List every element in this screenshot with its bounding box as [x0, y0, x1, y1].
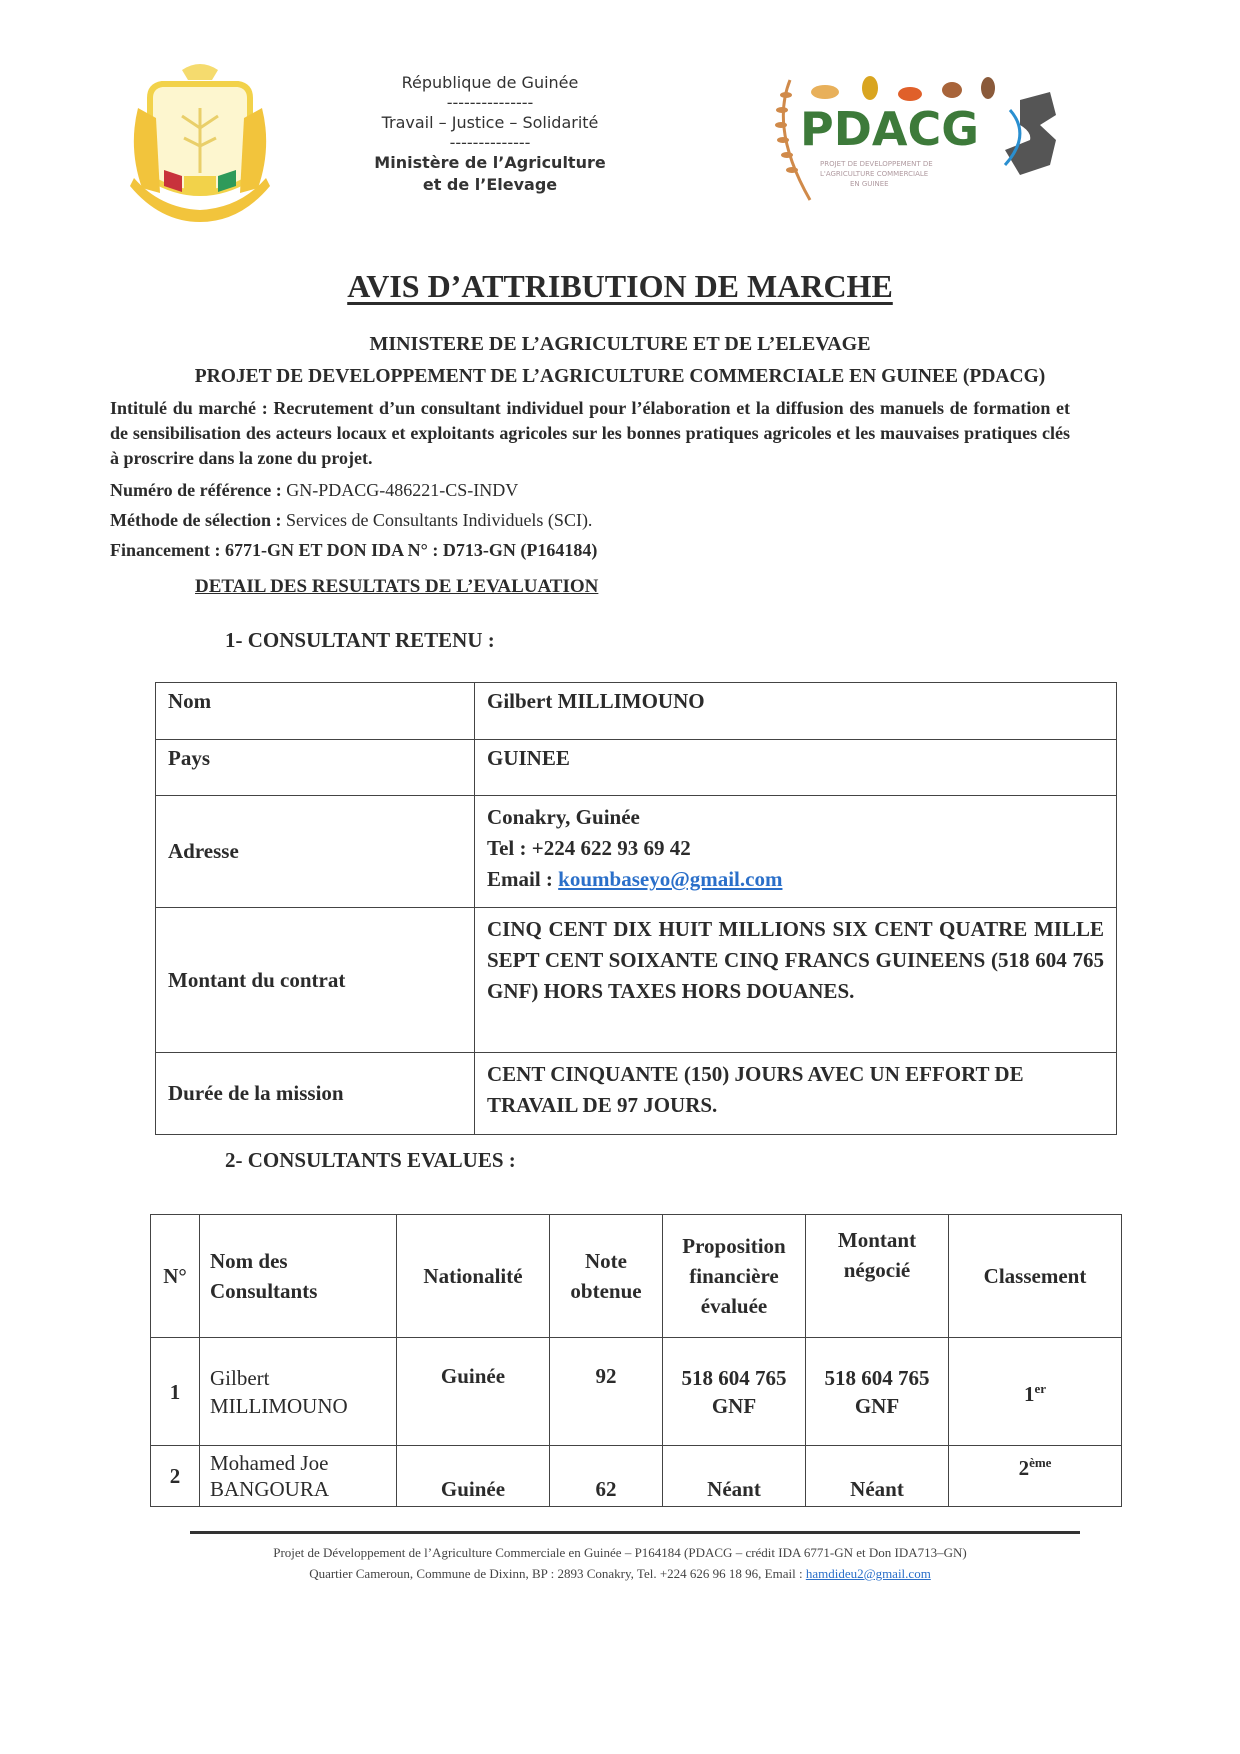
table-header-row: [151, 1215, 1122, 1338]
nom-label: Nom: [156, 683, 475, 740]
score: 62: [550, 1446, 663, 1507]
col-header-financial-proposal: Proposition financière évaluée: [663, 1215, 806, 1338]
footer-divider: [190, 1531, 1080, 1534]
svg-text:EN GUINEE: EN GUINEE: [850, 180, 889, 188]
header-block: [330, 70, 650, 198]
adresse-email-line: [487, 864, 1104, 895]
national-motto: Travail – Justice – Solidarité: [381, 113, 599, 132]
methode-line: [110, 508, 1070, 533]
page-title: AVIS D’ATTRIBUTION DE MARCHE: [347, 268, 893, 304]
table-row: [151, 1446, 1122, 1507]
separator: --------------: [449, 133, 531, 152]
svg-text:L'AGRICULTURE COMMERCIALE: L'AGRICULTURE COMMERCIALE: [820, 170, 929, 178]
ministry-line-1: Ministère de l’Agriculture: [374, 153, 606, 172]
negotiated-amount: Néant: [806, 1446, 949, 1507]
table-row: [156, 740, 1117, 796]
ministry-line-2: et de l’Elevage: [422, 175, 558, 194]
table-row: [156, 796, 1117, 908]
financement-line: [110, 538, 1070, 563]
footer-line-1: Projet de Développement de l’Agriculture Commerciale en Guinée – P164184 (PDACG – crédit IDA 6771-GN et Don IDA713–GN): [273, 1545, 967, 1560]
separator: ---------------: [446, 93, 534, 112]
ranking-number: 2: [1018, 1456, 1030, 1480]
col-header-number: N°: [151, 1215, 200, 1338]
email-label: Email :: [487, 867, 559, 891]
col-header-negotiated-amount: Montant négocié: [806, 1215, 949, 1338]
ranking-suffix: ème: [1029, 1455, 1052, 1470]
adresse-tel: Tel : +224 622 93 69 42: [487, 836, 691, 860]
footer-line-2: [150, 1563, 1090, 1584]
svg-text:PROJET DE DEVELOPPEMENT DE: PROJET DE DEVELOPPEMENT DE: [820, 160, 933, 168]
methode-label: Méthode de sélection :: [110, 510, 282, 530]
guinea-coat-of-arms-logo: [120, 58, 280, 223]
reference-value: GN-PDACG-486221-CS-INDV: [286, 480, 519, 500]
nationality: Guinée: [397, 1446, 550, 1507]
nationality: Guinée: [397, 1338, 550, 1446]
ministry-heading: MINISTERE DE L’AGRICULTURE ET DE L’ELEVAGE: [369, 333, 871, 355]
montant-label: Montant du contrat: [156, 908, 475, 1053]
detail-heading: DETAIL DES RESULTATS DE L’EVALUATION: [195, 576, 599, 597]
consultant-name: Mohamed Joe BANGOURA: [200, 1446, 397, 1507]
col-header-nationality: Nationalité: [397, 1215, 550, 1338]
consultant-name: Gilbert MILLIMOUNO: [200, 1338, 397, 1446]
row-number: 1: [151, 1338, 200, 1446]
duree-label: Durée de la mission: [156, 1053, 475, 1135]
section-2-heading: 2- CONSULTANTS EVALUES :: [225, 1148, 516, 1172]
adresse-value: [475, 796, 1117, 908]
retained-consultant-table: [155, 682, 1117, 1135]
pays-label: Pays: [156, 740, 475, 796]
financial-proposal: 518 604 765 GNF: [663, 1338, 806, 1446]
adresse-city: Conakry, Guinée: [487, 805, 640, 829]
intitule-value: Recrutement d’un consultant individuel pour l’élaboration et la diffusion des manuels de formation et de sensibilisation des acteurs locaux et exploitants agricoles sur les bonnes pratiques agricoles et les mauvaises pratiques clés à proscrire dans la zone du projet.: [110, 398, 1071, 468]
table-row: [156, 1053, 1117, 1135]
col-header-score: Note obtenue: [550, 1215, 663, 1338]
financement-value: 6771-GN ET DON IDA N° : D713-GN (P164184): [224, 540, 598, 560]
reference-label: Numéro de référence :: [110, 480, 282, 500]
reference-line: [110, 478, 1070, 503]
footer-email-link[interactable]: hamdideu2@gmail.com: [805, 1566, 931, 1581]
adresse-label: Adresse: [156, 796, 475, 908]
col-header-name: Nom des Consultants: [200, 1215, 397, 1338]
section-1-heading: 1- CONSULTANT RETENU :: [225, 628, 495, 652]
nom-value: Gilbert MILLIMOUNO: [475, 683, 1117, 740]
footer-address: Quartier Cameroun, Commune de Dixinn, BP : 2893 Conakry, Tel. +224 626 96 18 96, Email :: [309, 1566, 806, 1581]
financial-proposal: Néant: [663, 1446, 806, 1507]
col-header-ranking: Classement: [949, 1215, 1122, 1338]
row-number: 2: [151, 1446, 200, 1507]
score: 92: [550, 1338, 663, 1446]
pdacg-logo: [770, 70, 1070, 210]
footer: [150, 1542, 1090, 1584]
ranking: [949, 1446, 1122, 1507]
negotiated-amount: 518 604 765 GNF: [806, 1338, 949, 1446]
table-row: [156, 908, 1117, 1053]
montant-value: CINQ CENT DIX HUIT MILLIONS SIX CENT QUATRE MILLE SEPT CENT SOIXANTE CINQ FRANCS GUINEENS (518 604 765 GNF) HORS TAXES HORS DOUANES.: [475, 908, 1117, 1053]
intitule-paragraph: [110, 396, 1070, 471]
ranking: [949, 1338, 1122, 1446]
pays-value: GUINEE: [475, 740, 1117, 796]
financement-label: Financement :: [110, 540, 221, 560]
evaluated-consultants-table: [150, 1214, 1122, 1507]
project-heading: PROJET DE DEVELOPPEMENT DE L’AGRICULTURE COMMERCIALE EN GUINEE (PDACG): [194, 366, 1046, 387]
ranking-suffix: er: [1034, 1381, 1047, 1396]
duree-value: CENT CINQUANTE (150) JOURS AVEC UN EFFORT DE TRAVAIL DE 97 JOURS.: [475, 1053, 1117, 1135]
methode-value: Services de Consultants Individuels (SCI).: [285, 510, 593, 530]
intitule-label: Intitulé du marché :: [110, 398, 268, 418]
republic-name: République de Guinée: [401, 73, 579, 92]
email-link[interactable]: koumbaseyo@gmail.com: [558, 867, 783, 891]
ranking-number: 1: [1023, 1382, 1035, 1406]
table-row: [151, 1338, 1122, 1446]
logo-text: PDACG: [800, 102, 980, 156]
table-row: [156, 683, 1117, 740]
